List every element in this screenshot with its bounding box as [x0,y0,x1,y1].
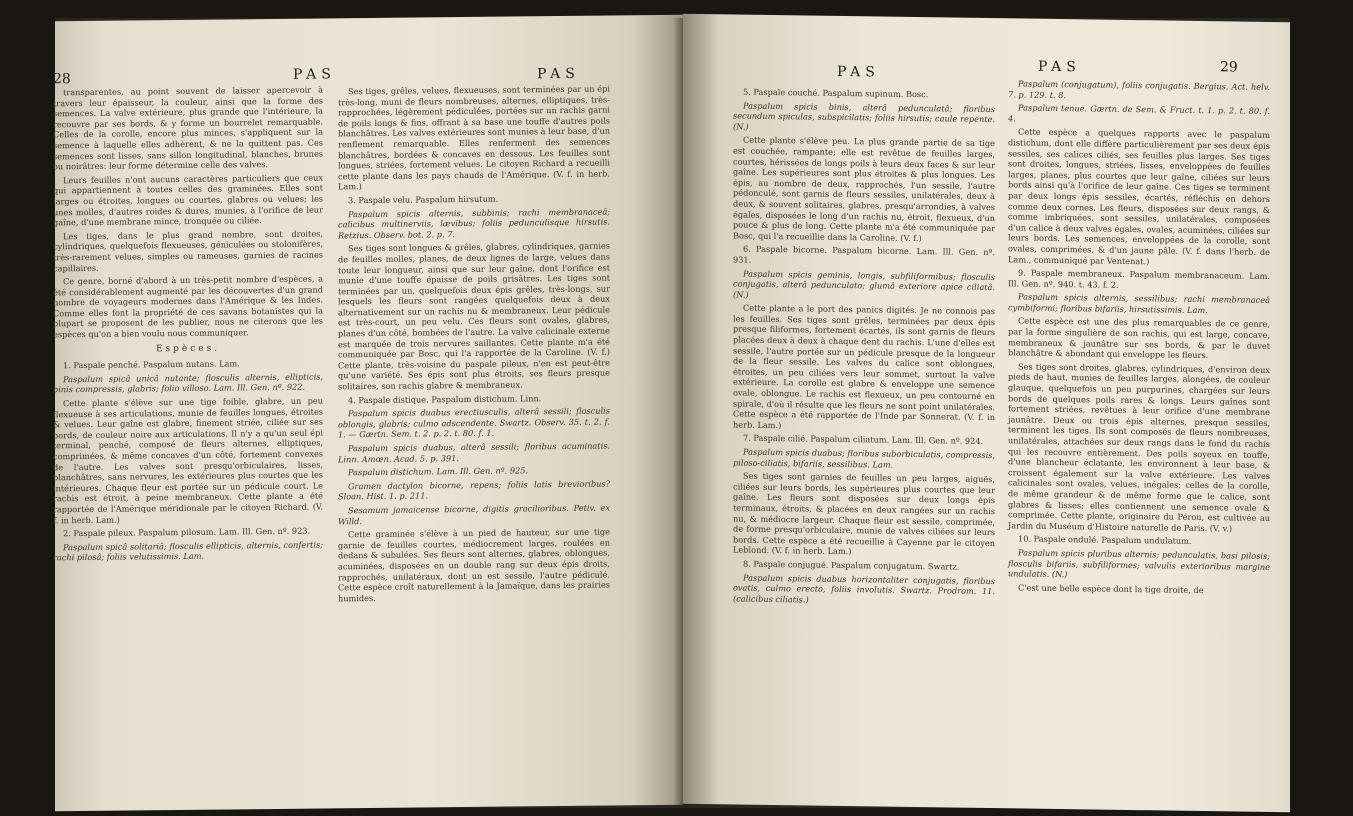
paragraph: 4. Paspale distique. Paspalum distichum. Linn. [348,392,542,405]
paragraph: Espèces. [155,343,221,354]
paragraph: 5. Paspale couché. Paspalum supinum. Bosc. [743,86,929,100]
paragraph: 9. Paspale membraneux. Paspalum membranaceum. Lam. Ill. Gen. nº. 940. t. 43. f. 2. [1008,267,1270,290]
running-header: PAS [537,65,580,83]
paragraph: Paspalum spicis binis, alterâ pedunculatâ; floribus secundum spiculas, subspicilatis; foliis hirsutis; caule repente. (N.) [733,100,995,132]
paragraph: Sesamum jamaicense bicorne, digitis gracilioribus. Petiv. ex Willd. [338,502,610,526]
paragraph: 6. Paspale bicorne. Paspalum bicorne. Lam. Ill. Gen. nº. 931. [733,243,995,265]
paragraph: 1. Paspale penché. Paspalum nutans. Lam. [63,358,240,371]
paragraph: Ses tiges sont longues & grêles, glabres, cylindriques, garnies de feuilles molles, planes, de deux lignes de large, velues dans toute leur longueur, ainsi que sur leur gaîne, dont l'orifice est munie d'une touffe épaisse de poils grisâtres. Les tiges sont terminées par un, quelquefois deux épis grêles, très-longs, sur lesquels les fleurs sont rangées quelquefois deux à deux alternativement sur un rachis nu & membraneux. Leur pédicule est très-court, un peu velu. Ces fleurs sont ovales, glabres, planes d'un côté, bombées de l'autre. La valve calicinale externe est marquée de trois nervures saillantes. Cette plante m'a été communiquée par Bosc, qui l'a rapportée de la Caroline. (V. f.) Cette plante, très-voisine du paspale pileux, n'en est peut-être qu'une variété. Ses épis sont plus étroits, ses fleurs presque solitaires, son rachis glabre & membraneux. [338,240,610,392]
paragraph: Paspalum distichum. Lam. Ill. Gen. nº. 925. [348,465,529,478]
paragraph: 7. Paspale cilié. Paspalum ciliatum. Lam. Ill. Gen. nº. 924. [743,433,984,447]
text-column-left [53,84,323,807]
paragraph: Ses tiges sont droites, glabres, cylindriques, d'environ deux pieds de haut, munies de feuilles larges, alongées, de couleur glauque, quelquefois un peu purpurines, chargées sur leurs bords de quelques poils rares & longs. Leurs gaînes sont fortement striées, revêtues à leur orifice d'une membrane jaunâtre. Deux ou trois épis alternes, presque sessiles, terminent les tiges. Ils sont composés de fleurs nombreuses, unilatérales, attachées sur deux rangs dans le fond du rachis qui les recouvre entièrement. Des poils soyeux en touffe, d'une blancheur éclatante, les environnent à leur base, & croissent également sur la valve extérieure. Les valves calicinales sont ovales, velues, inégales; celles de la corolle, de même grandeur & de même forme que le calice, sont glabres & lisses; elles contiennent une semence ovale & comprimée. Cette plante, originaire du Pérou, est cultivée au Jardin du Muséum d'Histoire naturelle de Paris. (V. v.) [1008,361,1270,534]
paragraph: 3. Paspale velu. Paspalum hirsutum. [348,193,499,206]
paragraph: Paspalum (conjugatum), foliis conjugatis. Bergius. Act. helv. 7. p. 129. t. 8. [1008,78,1270,100]
paragraph: Cette plante a le port des panics digités. Je ne connois pas les feuilles. Ses tiges sont grêles, terminées par deux épis presque filiformes, fortement écartés, ils sont garnis de fleurs placées deux à deux à chaque dent du rachis. L'une d'elles est sessile, l'autre portée sur un pédicule presque de la longueur de la fleur sessile. Les valves du calice sont oblongues, étroites, un peu ciliées vers leur sommet, surtout la valve extérieure. La corolle est glabre & enveloppe une semence ovale, oblongue. Le rachis est flexueux, un peu contourné en spirale, d'où il résulte que les fleurs ne sont point unilatérales. Cette espèce a été rapportée de l'Inde par Sonnerat. (V. f. in herb. Lam.) [733,302,995,430]
left-page [55,15,683,812]
paragraph: 2. Paspale pileux. Paspalum pilosum. Lam. Ill. Gen. nº. 923. [63,525,311,539]
paragraph: Paspalum spicis alternis, sessilibus; rachi membranaceâ cymbiformi; floribus bifariis, hirsutissimis. Lam. [1008,291,1270,315]
paragraph: Ses tiges, grêles, velues, flexueuses, sont terminées par un épi très-long, muni de fleurs nombreuses, alternes, elliptiques, très-rapprochées, légèrement pédiculées, portées sur un rachis garni de poils longs & fins, offrant à sa base une touffe d'autres poils blanchâtres. Les valves extérieures sont munies à leur base, d'un renflement remarquable. Elles renferment des semences blanchâtres, bordées & concaves en dessous. Les feuilles sont longues, striées, fortement velues. Le citoyen Richard a recueilli cette plante dans les pays chauds de l'Amérique. (V. f. in herb. Lam.) [338,83,610,192]
running-header: PAS [837,63,880,81]
paragraph: Paspalum spicis duabus, alterâ sessili; floribus acuminatis. Linn. Amœn. Acad. 5. p. 391. [338,440,610,464]
paragraph: Paspalum spicis duabus; floribus suborbiculatis, compressis, piloso-ciliatis, bifariis, sessilibus. Lam. [733,446,995,470]
text-column-right [338,83,610,806]
paragraph: Ses tiges sont garnies de feuilles un peu larges, aiguës, ciliées sur leurs bords, les supérieures plus courtes que leur gaîne. Les fleurs sont disposées sur deux longs épis terminaux, étroits, & placées en deux rangées sur un rachis nu, & médiocre largeur. Chaque fleur est sessile, comprimée, de forme presqu'orbiculaire, munie de valves ciliées sur leurs bords. Cette espèce a été recueillie à Cayenne par le citoyen Leblond. (V. f. in herb. Lam.) [733,470,995,557]
paragraph: Cette espèce est une des plus remarquables de ce genre, par la forme singulière de son rachis, qui est large, concave, membraneux & jaunâtre sur ses bords, & par le duvet blanchâtre & abondant qui enveloppe les fleurs. [1008,315,1270,361]
paragraph: Paspalum spicis alternis, subbinis; rachi membranaceâ; calicibus multinerviis, lævibus; foliis pedunculisque hirsutis. Retzius. Observ. bot. 2. p. 7. [338,206,610,241]
text-column-left [733,86,995,800]
paragraph: Cette plante s'élève sur une tige foible, glabre, un peu flexueuse à ses articulations, munie de feuilles longues, étroites & velues. Leur gaîne est glabre, finement striée, ciliée sur ses bords, de couleur noire aux articulations. Il n'y a qu'un seul épi terminal, penché, composé de fleurs alternes, elliptiques, comprimées, & même concaves d'un côté, fortement convexes de l'autre. Les valves sont presqu'orbiculaires, lisses, blanchâtres, sans nervures, les extérieures plus courtes que les intérieures. Chaque fleur est portée sur un pédicule court. Le rachis est étroit, à peine membraneux. Cette plante a été rapportée de l'Amérique méridionale par le citoyen Richard. (V. f. in herb. Lam.) [53,395,323,525]
paragraph: Paspalum spicis duabus horizontaliter conjugatis, floribus ovatis, culmo erecto, foliis involutis. Swartz. Prodrom. 11. (calicibus ciliatis.) [733,572,995,605]
paragraph: Paspalum tenue. Gærtn. de Sem. & Fruct. t. 1. p. 2. t. 80. f. 4. [1008,102,1270,124]
paragraph: 8. Paspale conjugué. Paspalum conjugatum. Swartz. [743,558,960,572]
paragraph: Cette plante s'élève peu. La plus grande partie de sa tige est couchée, rampante; elle est revêtue de feuilles larges, courtes, hérissées de longs poils à leurs deux faces & sur leur gaîne. Les supérieures sont plus étroites & plus longues. Les épis, au nombre de deux, rapprochés, l'un sessile, l'autre pédonculé, sont garnis de fleurs sessiles, unilatérales, deux à deux, & souvent solitaires, glabres, presqu'arrondies, à valves égales, disposées le long d'un rachis nu, étroit, flexueux, d'un pouce & plus de long. Cette plante m'a été communiquée par Bosc, qui l'a recueillie dans la Caroline. (V. f.) [733,134,995,243]
text-column-right [1008,78,1270,802]
paragraph: transparentes, au point souvent de laisser apercevoir à travers leur épaisseur, la couleur, ainsi que la forme des semences. La valve extérieure, plus grande que l'intérieure, la recouvre par ses bords, & y forme un bourrelet remarquable. Celles de la corolle, encore plus minces, s'appliquent sur la semence à laquelle elles adhèrent, & ne la quittent pas. Ces semences sont lisses, sans sillon longitudinal, blanches, brunes ou noirâtres: leur forme détermine celle des valves. [53,84,323,172]
running-header: PAS [1038,58,1081,76]
paragraph: Paspalum spicâ solitariâ; flosculis ellipticis, alternis, confertis; rachi pilosâ; foliis velutissimis. Lam. [53,539,323,563]
paragraph: Les tiges, dans le plus grand nombre, sont droites, cylindriques, quelquefois flexueuses, géniculées ou stolonifères, très-rarement velues, simples ou rameuses, garnies de racines capillaires. [53,228,323,273]
right-page [683,14,1290,812]
open-book [55,18,1290,808]
page-number: 28 [53,71,71,88]
paragraph: Leurs feuilles n'ont aucuns caractères particuliers que ceux qui appartiennent à toutes celles des graminées. Elles sont larges ou étroites, longues ou courtes, glabres ou velues; les unes molles, d'autres roides & dures, munies, à l'orifice de leur gaîne, d'une membrane mince, tronquée ou ciliée. [53,172,323,228]
paragraph: Paspalum spicis duabus erectiusculis, alterâ sessili; flosculis oblongis, glabris; culmo adscendente. Swartz. Observ. 35. t. 2. f. 1. — Gærtn. Sem. t. 2. p. 2. t. 80. f. 1. [338,405,610,440]
paragraph: Paspalum spicis geminis, longis, subfiliformibus; flosculis conjugatis, alterâ pedunculato; glumâ exteriore apice ciliatâ. (N.) [733,268,995,300]
paragraph: Paspalum spicâ unicâ nutante; flosculis alternis, ellipticis, binis compressis, glabris; folio villoso. Lam. Ill. Gen. nº. 922. [53,371,323,395]
paragraph: C'est une belle espèce dont la tige droite, de [1018,582,1204,595]
paragraph: Gramen dactylon bicorne, repens; foliis latis brevioribus? Sloan. Hist. 1. p. 211. [338,478,610,502]
running-header: PAS [293,66,336,83]
paragraph: Cette espèce a quelques rapports avec le paspalum distichum, dont elle diffère particulièrement par ses deux épis sessiles, ses calices ciliés, ses feuilles plus larges. Ses tiges sont droites, longues, striées, lisses, enveloppées de feuilles larges, planes, plus courtes que leur gaîne, ciliées sur leurs bords ainsi qu'à l'orifice de leur gaîne. Ces tiges se terminent par deux longs épis sessiles, écartés, réfléchis en dehors comme deux cornes. Les fleurs, disposées sur deux rangs, & comme imbriquées, sont sessiles, unilatérales, composées d'un calice à deux valves égales, ovales, acuminées, ciliées sur leurs bords. Les semences, enveloppées de la corolle, sont ovales, comprimées, & d'un jaune pâle. (V. f. dans l'herb. de Lam., communiqué par Ventenat.) [1008,126,1270,266]
page-number: 29 [1220,59,1238,76]
paragraph: Cette graminée s'élève à un pied de hauteur, sur une tige garnie de feuilles courtes, médiocrement larges, roulées en dedans & subulées. Ses fleurs sont alternes, glabres, oblongues, acuminées, disposées en un double rang sur deux épis droits, rapprochés, unilatéraux, dont un est sessile, l'autre pédiculé. Cette espèce croît naturellement à la Jamaïque, dans les prairies humides. [338,526,610,604]
paragraph: Ce genre, borné d'abord à un très-petit nombre d'espèces, a été considérablement augmenté par les découvertes d'un grand nombre de voyageurs modernes dans l'Amérique & les Indes. Comme elles font la propriété de ces savans botanistes qui la plupart se proposent de les publier, nous ne citerons que les espèces qu'on a bien voulu nous communiquer. [53,273,323,340]
paragraph: Paspalum spicis pluribus alternis; pedunculatis, basi pilosis; flosculis bifariis, subfiliformes; valvulis exterioribus margine undulatis. (N.) [1008,547,1270,580]
paragraph: 10. Paspale ondulé. Paspalum undulatum. [1018,533,1192,547]
